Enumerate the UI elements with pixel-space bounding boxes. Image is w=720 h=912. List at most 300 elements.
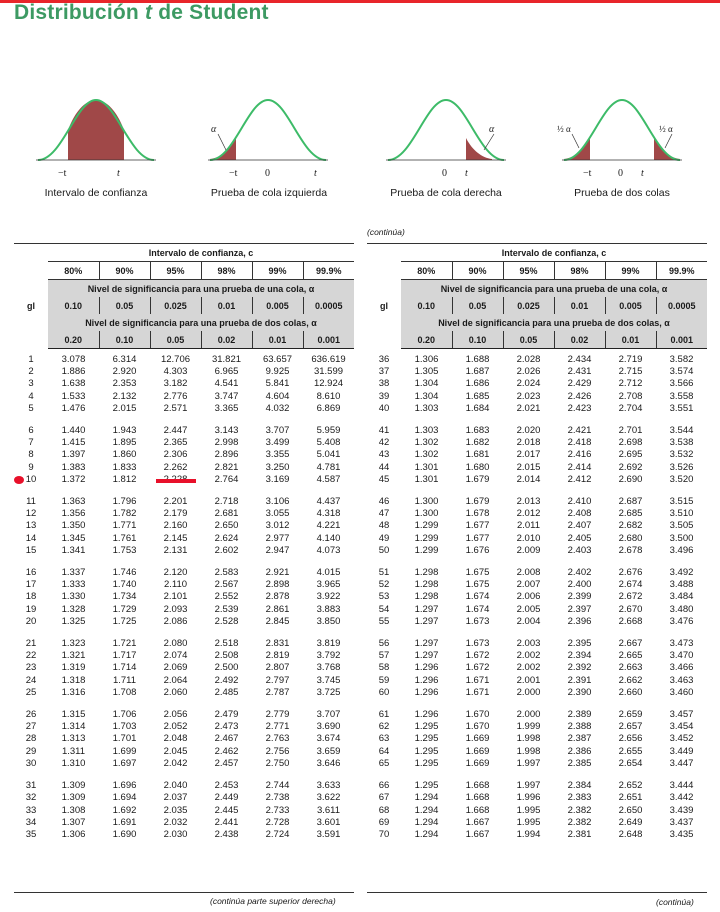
critical-value: 2.733	[265, 804, 290, 816]
critical-value: 5.841	[265, 378, 290, 390]
critical-value: 1.298	[414, 579, 439, 591]
critical-value: 1.680	[465, 461, 490, 473]
critical-value: 2.715	[618, 366, 643, 378]
critical-value: 4.303	[163, 366, 188, 378]
critical-value: 2.069	[163, 662, 188, 674]
table-row	[14, 533, 354, 545]
one-tail-value: 0.01	[554, 297, 605, 314]
critical-value: 1.943	[112, 425, 137, 437]
critical-value: 1.679	[465, 473, 490, 485]
critical-value: 1.306	[61, 828, 86, 840]
critical-value: 4.032	[265, 402, 290, 414]
gl-value: 26	[25, 709, 37, 721]
one-tail-value: 0.005	[605, 297, 656, 314]
critical-value: 1.294	[414, 792, 439, 804]
critical-value: 1.668	[465, 780, 490, 792]
critical-value: 1.668	[465, 804, 490, 816]
critical-value: 2.383	[567, 792, 592, 804]
critical-value: 1.691	[112, 816, 137, 828]
critical-value: 1.294	[414, 816, 439, 828]
table-row	[14, 378, 354, 390]
critical-value: 4.437	[316, 496, 341, 508]
critical-value: 1.296	[414, 662, 439, 674]
table-row	[14, 437, 354, 449]
label-t: t	[465, 168, 468, 179]
gl-value: 8	[28, 449, 34, 461]
critical-value: 2.479	[214, 709, 239, 721]
gl-value: 58	[378, 662, 390, 674]
table-row	[14, 567, 354, 579]
critical-value: 3.611	[316, 804, 341, 816]
critical-value: 1.309	[61, 792, 86, 804]
critical-value: 1.294	[414, 828, 439, 840]
critical-value: 2.400	[567, 579, 592, 591]
critical-value: 2.756	[265, 745, 290, 757]
critical-value: 2.020	[516, 425, 541, 437]
critical-value: 1.833	[112, 461, 137, 473]
ci-value: 99.9%	[303, 262, 354, 280]
critical-value: 2.763	[265, 733, 290, 745]
critical-value: 3.439	[669, 804, 694, 816]
critical-value: 1.638	[61, 378, 86, 390]
critical-value: 2.680	[618, 532, 643, 544]
critical-value: 2.660	[618, 686, 643, 698]
table-row	[14, 805, 354, 817]
critical-value: 2.449	[214, 792, 239, 804]
critical-value: 2.017	[516, 449, 541, 461]
highlight-underline-marker	[156, 479, 196, 483]
table-row	[14, 496, 354, 508]
critical-value: 2.567	[214, 579, 239, 591]
critical-value: 3.690	[316, 721, 341, 733]
table-row	[14, 758, 354, 770]
critical-value: 2.947	[265, 544, 290, 556]
critical-value: 1.304	[414, 378, 439, 390]
critical-value: 3.454	[669, 721, 694, 733]
group-gap	[14, 699, 354, 709]
table-row	[367, 462, 707, 474]
gl-header-blank	[367, 244, 401, 262]
critical-value: 2.738	[265, 792, 290, 804]
critical-value: 3.659	[316, 745, 341, 757]
gl-value: 61	[378, 709, 390, 721]
critical-value: 1.677	[465, 532, 490, 544]
critical-value: 1.711	[112, 674, 137, 686]
critical-value: 1.299	[414, 544, 439, 556]
gl-value: 11	[26, 496, 36, 508]
critical-value: 3.106	[265, 496, 290, 508]
critical-value: 2.008	[516, 567, 541, 579]
critical-value: 2.026	[516, 366, 541, 378]
table-row	[14, 449, 354, 461]
critical-value: 2.384	[567, 780, 592, 792]
gl-value: 27	[25, 721, 37, 733]
gl-label: gl	[380, 300, 388, 311]
critical-value: 4.587	[316, 473, 341, 485]
critical-value: 1.304	[414, 390, 439, 402]
table-row	[14, 508, 354, 520]
critical-value: 3.442	[669, 792, 694, 804]
critical-value: 2.776	[163, 390, 188, 402]
critical-value: 4.015	[316, 567, 341, 579]
table-row	[14, 675, 354, 687]
critical-value: 1.671	[465, 686, 490, 698]
critical-value: 2.662	[618, 674, 643, 686]
critical-value: 2.306	[163, 449, 188, 461]
critical-value: 1.995	[516, 816, 541, 828]
gl-value: 57	[378, 650, 390, 662]
critical-value: 2.093	[163, 603, 188, 615]
critical-value: 1.997	[516, 780, 541, 792]
critical-value: 1.311	[61, 745, 86, 757]
critical-value: 4.318	[316, 508, 341, 520]
critical-value: 2.744	[265, 780, 290, 792]
critical-value: 3.355	[265, 449, 290, 461]
critical-value: 2.414	[567, 461, 592, 473]
critical-value: 1.295	[414, 733, 439, 745]
critical-value: 2.037	[163, 792, 188, 804]
label-zero: 0	[442, 168, 447, 179]
critical-value: 1.701	[112, 733, 137, 745]
critical-value: 3.922	[316, 591, 341, 603]
group-gap	[367, 699, 707, 709]
one-tail-value: 0.05	[452, 297, 503, 314]
critical-value: 3.169	[265, 473, 290, 485]
critical-value: 3.674	[316, 733, 341, 745]
critical-value: 1.674	[465, 603, 490, 615]
gl-value: 53	[378, 591, 390, 603]
critical-value: 5.959	[316, 425, 341, 437]
critical-value: 3.601	[316, 816, 341, 828]
critical-value: 1.895	[112, 437, 137, 449]
critical-value: 2.110	[163, 579, 188, 591]
gl-value: 50	[378, 544, 390, 556]
critical-value: 2.145	[163, 532, 188, 544]
two-tail-value: 0.10	[452, 331, 503, 349]
one-tail-value: 0.025	[503, 297, 554, 314]
normal-curve	[388, 100, 504, 160]
critical-value: 2.396	[567, 615, 592, 627]
critical-value: 1.330	[61, 591, 86, 603]
critical-value: 3.452	[669, 733, 694, 745]
table-row	[367, 721, 707, 733]
critical-value: 3.532	[669, 449, 694, 461]
table-row	[14, 746, 354, 758]
two-tail-value: 0.02	[201, 331, 252, 349]
critical-value: 1.306	[414, 354, 439, 365]
critical-value: 6.965	[214, 366, 239, 378]
gl-value: 40	[378, 402, 390, 414]
critical-value: 2.518	[214, 638, 239, 650]
critical-value: 2.032	[163, 816, 188, 828]
critical-value: 1.296	[414, 674, 439, 686]
continues-note-top: (continúa)	[367, 227, 405, 237]
critical-value: 2.819	[265, 650, 290, 662]
critical-value: 1.997	[516, 757, 541, 769]
gl-header-blank	[14, 314, 48, 331]
critical-value: 2.718	[214, 496, 239, 508]
critical-value: 2.659	[618, 709, 643, 721]
critical-value: 2.678	[618, 544, 643, 556]
label-neg-t: −t	[229, 168, 238, 179]
critical-value: 2.388	[567, 721, 592, 733]
critical-value: 2.399	[567, 591, 592, 603]
critical-value: 2.416	[567, 449, 592, 461]
critical-value: 1.796	[112, 496, 137, 508]
gl-header-blank	[14, 280, 48, 298]
table-row	[367, 591, 707, 603]
label-t: t	[117, 168, 120, 179]
critical-value: 3.437	[669, 816, 694, 828]
critical-value: 1.740	[112, 579, 137, 591]
label-neg-t: −t	[583, 168, 592, 179]
group-gap	[14, 415, 354, 425]
critical-value: 1.690	[112, 828, 137, 840]
critical-value: 2.665	[618, 650, 643, 662]
critical-value: 3.480	[669, 603, 694, 615]
critical-value: 1.668	[465, 792, 490, 804]
critical-value: 2.042	[163, 757, 188, 769]
critical-value: 2.391	[567, 674, 592, 686]
table-row	[14, 638, 354, 650]
critical-value: 3.496	[669, 544, 694, 556]
highlight-dot-marker	[14, 476, 24, 484]
critical-value: 3.745	[316, 674, 341, 686]
critical-value: 1.812	[112, 473, 137, 485]
table-row	[367, 829, 707, 841]
critical-value: 2.418	[567, 437, 592, 449]
critical-value: 4.073	[316, 544, 341, 556]
critical-value: 5.408	[316, 437, 341, 449]
critical-value: 1.295	[414, 745, 439, 757]
critical-value: 1.771	[112, 520, 137, 532]
gl-value: 42	[378, 437, 390, 449]
critical-value: 2.704	[618, 402, 643, 414]
critical-value: 2.426	[567, 390, 592, 402]
critical-value: 1.677	[465, 520, 490, 532]
two-tail-value: 0.01	[252, 331, 303, 349]
label-alpha: α	[211, 124, 217, 135]
gl-value: 14	[25, 532, 37, 544]
two-tail-value: 0.20	[48, 331, 99, 349]
t-table-right	[367, 244, 707, 841]
ci-value: 98%	[554, 262, 605, 280]
critical-value: 2.000	[516, 686, 541, 698]
caption-left-tail: Prueba de cola izquierda	[210, 187, 328, 199]
critical-value: 2.001	[516, 674, 541, 686]
critical-value: 2.861	[265, 603, 290, 615]
critical-value: 1.415	[61, 437, 86, 449]
gl-value: 24	[25, 674, 37, 686]
critical-value: 2.010	[516, 532, 541, 544]
critical-value: 2.668	[618, 615, 643, 627]
critical-value: 1.999	[516, 721, 541, 733]
critical-value: 2.831	[265, 638, 290, 650]
critical-value: 9.925	[265, 366, 290, 378]
one-tail-value: 0.025	[150, 297, 201, 314]
critical-value: 1.674	[465, 591, 490, 603]
critical-value: 1.299	[414, 532, 439, 544]
critical-value: 1.761	[112, 532, 137, 544]
ci-value: 80%	[48, 262, 99, 280]
table-row	[367, 579, 707, 591]
table-row	[14, 591, 354, 603]
table-row	[14, 391, 354, 403]
critical-value: 2.015	[516, 461, 541, 473]
critical-value: 2.821	[214, 461, 239, 473]
critical-value: 3.622	[316, 792, 341, 804]
table-row	[367, 567, 707, 579]
critical-value: 2.407	[567, 520, 592, 532]
gl-value: 38	[378, 378, 390, 390]
critical-value: 2.101	[163, 591, 188, 603]
two-tail-value: 0.20	[401, 331, 452, 349]
table-row	[367, 354, 707, 366]
table-row	[14, 604, 354, 616]
critical-value: 3.591	[316, 828, 341, 840]
title-t: t	[144, 1, 153, 24]
critical-value: 1.672	[465, 650, 490, 662]
label-half-alpha-left: ½ α	[557, 124, 571, 134]
critical-value: 1.667	[465, 828, 490, 840]
critical-value: 1.669	[465, 745, 490, 757]
critical-value: 2.719	[618, 354, 643, 365]
gl-value: 21	[25, 638, 37, 650]
label-t: t	[314, 168, 317, 179]
two-tail-diagram	[557, 100, 682, 179]
critical-value: 1.687	[465, 366, 490, 378]
critical-value: 2.457	[214, 757, 239, 769]
label-zero: 0	[265, 168, 270, 179]
critical-value: 1.294	[414, 804, 439, 816]
gl-value: 64	[378, 745, 390, 757]
one-tail-value: 0.10	[48, 297, 99, 314]
table-row	[14, 545, 354, 557]
critical-value: 2.649	[618, 816, 643, 828]
critical-value: 1.686	[465, 378, 490, 390]
critical-value: 1.998	[516, 733, 541, 745]
table-row	[367, 687, 707, 699]
table-row	[367, 650, 707, 662]
critical-value: 2.421	[567, 425, 592, 437]
gl-value: 49	[378, 532, 390, 544]
t-table-left	[14, 244, 354, 841]
gl-value: 59	[378, 674, 390, 686]
table-row	[14, 792, 354, 804]
table-row	[14, 829, 354, 841]
two-tail-value: 0.10	[99, 331, 150, 349]
critical-value: 2.552	[214, 591, 239, 603]
critical-value: 2.429	[567, 378, 592, 390]
ci-value: 80%	[401, 262, 452, 280]
table-row	[367, 746, 707, 758]
gl-value: 15	[25, 544, 37, 556]
table-row	[367, 616, 707, 628]
critical-value: 2.023	[516, 390, 541, 402]
ci-value: 95%	[503, 262, 554, 280]
critical-value: 63.657	[262, 354, 293, 365]
critical-value: 1.333	[61, 579, 86, 591]
critical-value: 1.309	[61, 780, 86, 792]
critical-value: 1.363	[61, 496, 86, 508]
critical-value: 1.994	[516, 828, 541, 840]
table-row	[367, 474, 707, 486]
table-row	[367, 792, 707, 804]
critical-value: 3.500	[669, 532, 694, 544]
critical-value: 1.706	[112, 709, 137, 721]
critical-value: 1.383	[61, 461, 86, 473]
critical-value: 1.670	[465, 709, 490, 721]
critical-value: 1.688	[465, 354, 490, 365]
left-tail-fill	[210, 138, 236, 160]
critical-value: 1.321	[61, 650, 86, 662]
critical-value: 2.007	[516, 579, 541, 591]
critical-value: 3.447	[669, 757, 694, 769]
two-tail-value: 0.02	[554, 331, 605, 349]
critical-value: 2.018	[516, 437, 541, 449]
critical-value: 4.604	[265, 390, 290, 402]
critical-value: 3.484	[669, 591, 694, 603]
critical-value: 1.721	[112, 638, 137, 650]
critical-value: 1.341	[61, 544, 86, 556]
critical-value: 1.678	[465, 508, 490, 520]
right-tail-fill	[654, 138, 680, 160]
table-row	[14, 462, 354, 474]
critical-value: 1.669	[465, 733, 490, 745]
gl-value: 25	[25, 686, 37, 698]
gl-value: 18	[25, 591, 37, 603]
table-row	[367, 520, 707, 532]
critical-value: 1.296	[414, 686, 439, 698]
critical-value: 1.297	[414, 603, 439, 615]
critical-value: 2.453	[214, 780, 239, 792]
table-row	[14, 650, 354, 662]
critical-value: 3.460	[669, 686, 694, 698]
gl-value: 37	[378, 366, 390, 378]
table-row	[14, 662, 354, 674]
critical-value: 3.574	[669, 366, 694, 378]
critical-value: 2.500	[214, 662, 239, 674]
critical-value: 2.390	[567, 686, 592, 698]
table-row	[14, 425, 354, 437]
critical-value: 3.544	[669, 425, 694, 437]
critical-value: 2.624	[214, 532, 239, 544]
critical-value: 1.729	[112, 603, 137, 615]
table-row	[14, 354, 354, 366]
critical-value: 2.353	[112, 378, 137, 390]
critical-value: 1.694	[112, 792, 137, 804]
critical-value: 1.310	[61, 757, 86, 769]
critical-value: 2.403	[567, 544, 592, 556]
critical-value: 2.681	[214, 508, 239, 520]
critical-value: 2.898	[265, 579, 290, 591]
gl-value: 48	[378, 520, 390, 532]
critical-value: 2.845	[265, 615, 290, 627]
critical-value: 3.499	[265, 437, 290, 449]
critical-value: 1.684	[465, 402, 490, 414]
critical-value: 5.041	[316, 449, 341, 461]
critical-value: 1.708	[112, 686, 137, 698]
group-gap	[367, 486, 707, 496]
critical-value: 2.602	[214, 544, 239, 556]
critical-value: 8.610	[316, 390, 341, 402]
gl-value: 43	[378, 449, 390, 461]
two-tail-value: 0.01	[605, 331, 656, 349]
table-row	[14, 403, 354, 415]
critical-value: 1.782	[112, 508, 137, 520]
critical-value: 2.690	[618, 473, 643, 485]
critical-value: 2.447	[163, 425, 188, 437]
